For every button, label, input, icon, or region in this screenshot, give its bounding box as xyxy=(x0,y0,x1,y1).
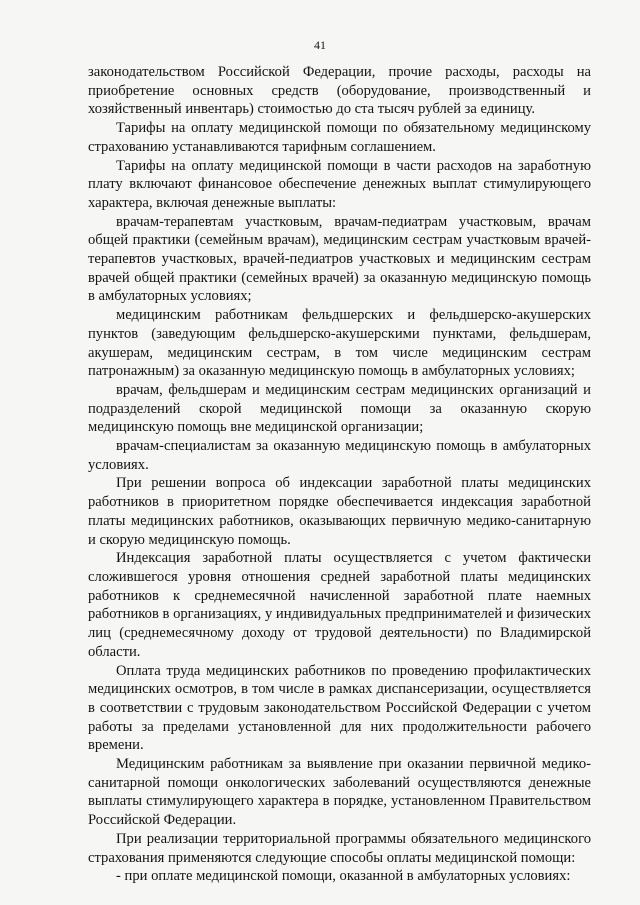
paragraph: медицинским работникам фельдшерских и фельдшерско-акушерских пунктов (заведующим фельдшерско-акушерскими пунктами, фельдшерам, акушерам, медицинским сестрам, в том числе медицинским сестрам патронажным) за оказанную медицинскую помощь в амбулаторных условиях; xyxy=(88,307,591,380)
paragraph: При решении вопроса об индексации заработной платы медицинских работников в приоритетном порядке обеспечивается индексация заработной платы медицинских работников, оказывающих первичную медико-санитарную и скорую медицинскую помощь. xyxy=(88,475,591,548)
paragraph: Медицинским работникам за выявление при оказании первичной медико-санитарной помощи онкологических заболеваний осуществляются денежные выплаты стимулирующего характера в порядке, установленном Правительством Российской Федерации. xyxy=(88,756,591,829)
paragraph: При реализации территориальной программы обязательного медицинского страхования применяются следующие способы оплаты медицинской помощи: xyxy=(88,830,591,866)
paragraph: Индексация заработной платы осуществляется с учетом фактически сложившегося уровня отношения средней заработной платы медицинских работников к среднемесячной начисленной заработной плате наемных работников в организациях, у индивидуальных предпринимателей и физических лиц (среднемесячному доходу от трудовой деятельности) по Владимирской области. xyxy=(88,550,591,660)
paragraph: врачам, фельдшерам и медицинским сестрам медицинских организаций и подразделений скорой медицинской помощи за оказанную скорую медицинскую помощь вне медицинской организации; xyxy=(88,381,591,436)
paragraph: законодательством Российской Федерации, прочие расходы, расходы на приобретение основных средств (оборудование, производственный и хозяйственный инвентарь) стоимостью до ста тысяч рублей за единицу. xyxy=(88,64,591,118)
paragraph: врачам-терапевтам участковым, врачам-педиатрам участковым, врачам общей практики (семейным врачам), медицинским сестрам участковым врачей-терапевтов участковых, врачей-педиатров участковых и медицинским сестрам врачей общей практики (семейных врачей) за оказанную медицинскую помощь в амбулаторных условиях; xyxy=(88,213,591,305)
paragraph: Оплата труда медицинских работников по проведению профилактических медицинских осмотров, в том числе в рамках диспансеризации, осуществляется в соответствии с трудовым законодательством Российской Федерации с учетом работы за пределами установленной для них продолжительности рабочего времени. xyxy=(88,662,591,754)
paragraph: - при оплате медицинской помощи, оказанной в амбулаторных условиях: xyxy=(116,868,571,885)
document-body xyxy=(88,63,591,886)
paragraph: Тарифы на оплату медицинской помощи в части расходов на заработную плату включают финансовое обеспечение денежных выплат стимулирующего характера, включая денежные выплаты: xyxy=(88,157,591,211)
paragraph: Тарифы на оплату медицинской помощи по обязательному медицинскому страхованию устанавливаются тарифным соглашением. xyxy=(88,120,591,155)
paragraph: врачам-специалистам за оказанную медицинскую помощь в амбулаторных условиях. xyxy=(88,438,591,473)
page-number: 41 xyxy=(314,38,326,52)
